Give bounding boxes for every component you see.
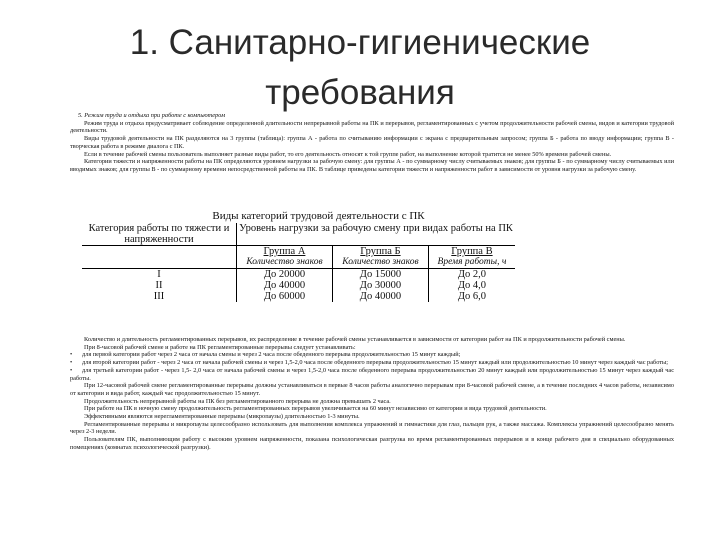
document-text-top (70, 112, 674, 174)
table-row (82, 280, 515, 291)
table-cell-c: До 6,0 (428, 291, 515, 302)
table-group-c: Группа В (428, 246, 515, 258)
table-cell-a: До 40000 (237, 280, 333, 291)
list-item (70, 359, 674, 367)
bullet-icon: • (70, 351, 73, 359)
bullet-icon: • (70, 359, 73, 367)
list-item (70, 351, 674, 359)
paragraph: Регламентированные перерывы и микропаузы целесообразно использовать для выполнения комплекса упражнений и гимнастики для глаз, пальцев рук, а также массажа. Комплексы упражнений целесообразно менять через 2-3 недели. (70, 420, 674, 436)
paragraph: Продолжительность непрерывной работы на ПК без регламентированного перерыва не должна превышать 2 часа. (84, 397, 391, 405)
slide-title-line1: 1. Санитарно-гигиенические (129, 23, 591, 62)
category-table-block (82, 209, 515, 302)
slide-title-line2: требования (265, 73, 455, 112)
table-cell-b: До 15000 (332, 269, 428, 281)
table-group-a: Группа А (237, 246, 333, 258)
paragraph: Категории тяжести и напряженности работы на ПК определяются уровнем нагрузки за рабочую смену: для группы А - по суммарному числу считываемых знаков; для группы Б - по суммарному числу считываемых или вводимых знаков; для группы В - по суммарному времени непосредственной работы на ПК. В таблице приведены категории тяжести и напряженности работ в зависимости от уровня нагрузки за рабочую смену. (70, 158, 674, 173)
table-row (82, 269, 515, 281)
table-cell-c: До 4,0 (428, 280, 515, 291)
category-table (82, 223, 515, 302)
paragraph: Режим труда и отдыха предусматривает соблюдение определенной длительности непрерывной работы на ПК и перерывов, регламентированных с учетом продолжительности рабочей смены, видов и категории трудовой деятельности. (70, 119, 674, 135)
table-group-b: Группа Б (332, 246, 428, 258)
paragraph: Если в течение рабочей смены пользователь выполняет разные виды работ, то его деятельность относят к той группе работ, на выполнение которой тратится не менее 50% времени рабочей смены. (84, 150, 612, 158)
list-item-text: для третьей категории работ - через 1,5- 2,0 часа от начала рабочей смены и через 1,5-2,0 часа после обеденного перерыва продолжительностью 20 минут каждый или продолжительностью 15 минут через каждый час работы. (70, 366, 674, 382)
table-caption: Виды категорий трудовой деятельности с ПК (212, 210, 425, 222)
table-cell-a: До 60000 (237, 291, 333, 302)
paragraph: Эффективными являются нерегламентированные перерывы (микропаузы) длительностью 1-3 минуты. (84, 413, 360, 421)
table-unit-a: Количество знаков (237, 257, 333, 269)
paragraph: Пользователям ПК, выполняющим работу с высоким уровнем напряженности, показана психологическая разгрузка во время регламентированных перерывов и в конце рабочего дня в специально оборудованных помещениях (комнатах психологической разгрузки). (70, 436, 674, 451)
list-item-text: для первой категории работ через 2 часа от начала смены и через 2 часа после обеденного перерыва продолжительностью 15 минут каждый; (82, 351, 461, 359)
list-item (70, 367, 674, 382)
table-unit-b: Количество знаков (332, 257, 428, 269)
table-header-category: Категория работы по тяжести и напряженности (82, 223, 237, 246)
slide-title (0, 18, 720, 118)
table-row (82, 291, 515, 302)
paragraph: Виды трудовой деятельности на ПК разделяются на 3 группы (таблица): группа А - работа по считыванию информации с экрана с предварительным запросом; группа Б - работа по вводу информации; группа В - творческая работа в режиме диалога с ПК. (70, 135, 674, 150)
paragraph: При 8-часовой рабочей смене и работе на ПК регламентированные перерывы следует устанавливать: (84, 343, 356, 351)
table-cell-a: До 20000 (237, 269, 333, 281)
table-cell-b: До 40000 (332, 291, 428, 302)
list-item-text: для второй категории работ - через 2 часа от начала рабочей смены и через 1,5-2,0 часа после обеденного перерыва продолжительностью 15 минут каждый или продолжительностью 10 минут через каждый час работы; (82, 359, 669, 367)
paragraph: Количество и длительность регламентированных перерывов, их распределение в течение рабочей смены устанавливается в зависимости от категории работ на ПК и продолжительности рабочей смены. (84, 336, 626, 343)
table-cell-cat: I (157, 269, 161, 280)
table-cell-cat: II (155, 280, 163, 291)
table-unit-c: Время работы, ч (428, 257, 515, 269)
paragraph: При 12-часовой рабочей смене регламентированные перерывы должны устанавливаться в первые 8 часов работы аналогично перерывам при 8-часовой рабочей смене, а в течение последних 4 часов работы, независимо от категории и вида работ, каждый час продолжительностью 15 минут. (70, 382, 674, 397)
table-cell-cat: III (153, 291, 165, 302)
table-header-load: Уровень нагрузки за рабочую смену при видах работы на ПК (237, 223, 516, 246)
table-cell-b: До 30000 (332, 280, 428, 291)
bullet-icon: • (70, 366, 73, 374)
section-header: 5. Режим труда и отдыха при работе с компьютером (78, 112, 226, 119)
paragraph: При работе на ПК в ночную смену продолжительность регламентированных перерывов увеличивается на 60 минут независимо от категории и вида трудовой деятельности. (84, 405, 547, 413)
table-cell-c: До 2,0 (428, 269, 515, 281)
document-text-bottom (70, 336, 674, 452)
